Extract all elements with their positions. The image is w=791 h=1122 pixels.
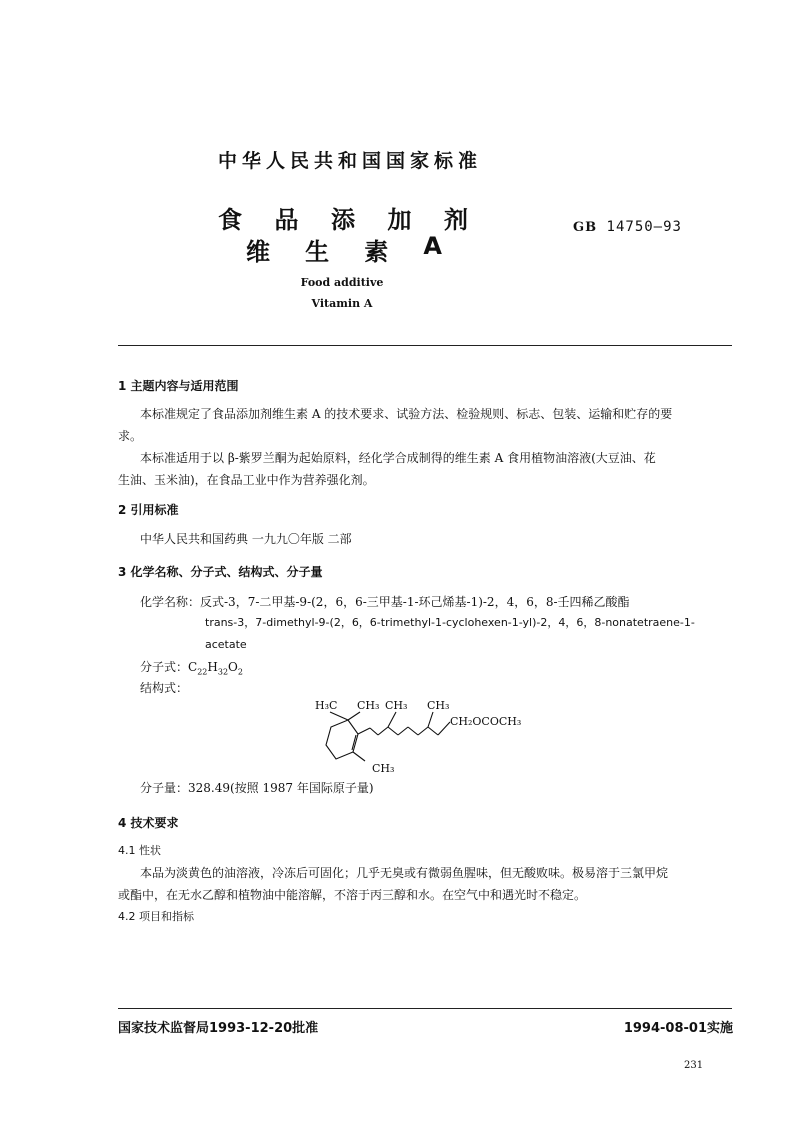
structure-label: 结构式：: [140, 681, 189, 695]
section-1-paragraph-2: 本标准适用于以 β-紫罗兰酮为起始原料，经化学合成制得的维生素 A 食用植物油溶液(大豆油、花: [140, 451, 656, 465]
section-4-1-heading: 4.1 性状: [118, 844, 161, 857]
english-title-2: Vitamin A: [311, 297, 373, 310]
structure-bonds: [326, 712, 450, 761]
standard-prefix: GB: [573, 220, 598, 235]
label-ch3-bottom: CH₃: [372, 762, 395, 775]
formula-c: C: [188, 660, 198, 674]
title-char: 食: [218, 206, 242, 234]
label-ch2ococh3: CH₂OCOCH₃: [450, 715, 522, 728]
section-4-1-paragraph: 本品为淡黄色的油溶液，冷冻后可固化；几乎无臭或有微弱鱼腥味，但无酸败味。极易溶于三氯甲烷: [140, 866, 669, 880]
title-char: 添: [331, 206, 355, 234]
document-title-line-2: [246, 232, 442, 267]
section-1-heading: 1 主题内容与适用范围: [118, 379, 239, 393]
section-3-heading: 3 化学名称、分子式、结构式、分子量: [118, 565, 323, 579]
standard-code: 14750—93: [606, 219, 682, 235]
chemical-name: 化学名称：反式-3，7-二甲基-9-(2，6，6-三甲基-1-环己烯基-1)-2，4，6，8-壬四稀乙酸酯: [140, 595, 630, 609]
formula-label: 分子式：: [140, 660, 189, 674]
page-number: 231: [684, 1060, 704, 1071]
label-ch3-b: CH₃: [385, 699, 408, 712]
label-ch3-a: CH₃: [357, 699, 380, 712]
section-2-reference: 中华人民共和国药典 一九九〇年版 二部: [140, 532, 352, 546]
english-title-1: Food additive: [300, 276, 384, 289]
title-char: 加: [387, 206, 412, 234]
title-char: A: [423, 232, 442, 260]
formula-h: H: [207, 660, 218, 674]
chemical-name-english: trans-3，7-dimethyl-9-(2，6，6-trimethyl-1-cyclohexen-1-yl)-2，4，6，8-nonatetraene-1-: [205, 616, 695, 629]
approval-date: 国家技术监督局1993-12-20批准: [118, 1021, 319, 1036]
label-h3c: H₃C: [315, 699, 338, 712]
section-4-1-paragraph-cont: 或酯中，在无水乙醇和植物油中能溶解，不溶于丙三醇和水。在空气中和遇光时不稳定。: [118, 888, 587, 902]
formula-o: O: [228, 660, 238, 674]
formula-o-count: 2: [237, 667, 243, 677]
header-divider: [118, 345, 732, 346]
footer-divider: [118, 1008, 732, 1009]
national-standard-title: 中华人民共和国国家标准: [218, 150, 483, 172]
standard-number: [573, 219, 682, 235]
title-char: 维: [246, 238, 270, 266]
section-4-2-heading: 4.2 项目和指标: [118, 910, 194, 923]
label-ch3-c: CH₃: [427, 699, 450, 712]
section-1-paragraph-2-cont: 生油、玉米油)，在食品工业中作为营养强化剂。: [118, 473, 375, 487]
structural-formula: [310, 697, 540, 777]
title-char: 素: [364, 238, 389, 266]
section-4-heading: 4 技术要求: [118, 816, 179, 830]
title-char: 剂: [444, 206, 468, 234]
document-title-line-1: [218, 200, 468, 235]
chemical-name-english-cont: acetate: [205, 638, 247, 651]
section-1-paragraph-1-cont: 求。: [118, 429, 143, 443]
formula-c-count: 22: [197, 667, 208, 677]
title-char: 品: [274, 206, 299, 234]
section-2-heading: 2 引用标准: [118, 503, 179, 517]
molecular-weight: 分子量：328.49(按照 1987 年国际原子量): [140, 781, 374, 795]
section-1-paragraph-1: 本标准规定了食品添加剂维生素 A 的技术要求、试验方法、检验规则、标志、包装、运输和贮存的要: [140, 407, 673, 421]
effective-date: 1994-08-01实施: [623, 1021, 733, 1036]
title-char: 生: [305, 238, 330, 266]
formula-h-count: 32: [217, 667, 229, 677]
